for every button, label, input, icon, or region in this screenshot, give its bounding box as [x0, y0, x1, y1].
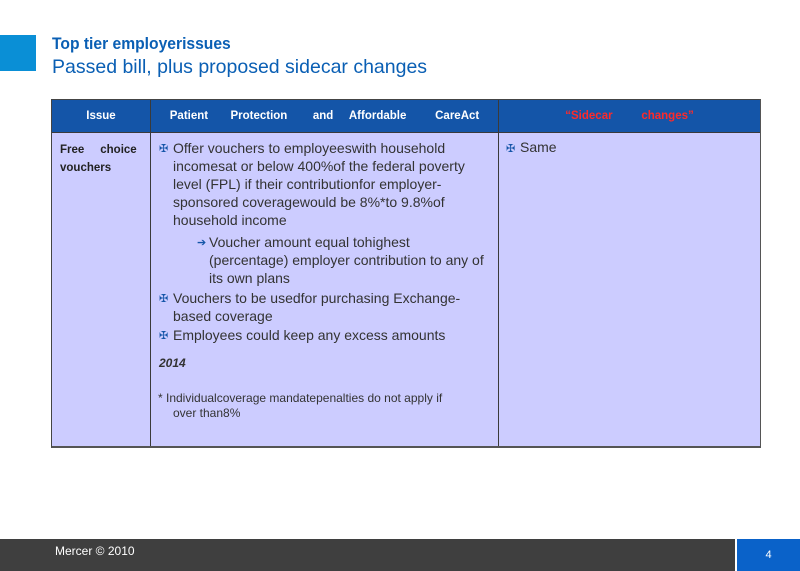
footer-copyright: Mercer © 2010 [55, 544, 135, 558]
column-header-issue: Issue [52, 100, 151, 132]
ppaca-bullet-1: Offer vouchers to employeeswith household incomesat or below 400%of the federal poverty level (FPL) if their contributionfor employer-sponsored coveragewould be 8%*to 9.8%of household income [173, 140, 465, 228]
page-number: 4 [737, 539, 800, 571]
sub-bullet-icon: ➔ [197, 237, 207, 249]
bullet-icon: ✠ [159, 330, 169, 342]
ppaca-sub-bullet: Voucher amount equal tohighest (percentage) employer contribution to any of its own plans [209, 234, 484, 286]
accent-block [0, 35, 36, 71]
issue-cell [52, 132, 151, 446]
footnote-line-2: over than8% [173, 406, 241, 420]
ppaca-cell [151, 132, 499, 446]
footnote-line-1: * Individualcoverage mandatepenalties do not apply if [158, 391, 443, 405]
bullet-icon: ✠ [159, 143, 169, 155]
column-header-sidecar: “Sidecar changes” [499, 100, 760, 132]
ppaca-bullet-3: Employees could keep any excess amounts [173, 327, 446, 343]
sidecar-cell [499, 132, 760, 446]
page-title: Top tier employerissues [52, 34, 231, 53]
footnote [158, 391, 478, 421]
bullet-icon: ✠ [506, 143, 516, 155]
column-header-ppaca: Patient Protection and Affordable CareAct [151, 100, 499, 132]
effective-year: 2014 [159, 356, 186, 370]
bullet-icon: ✠ [159, 293, 169, 305]
sidecar-bullet-1: Same [520, 139, 557, 155]
comparison-table [51, 99, 761, 448]
page-subtitle: Passed bill, plus proposed sidecar changes [52, 56, 428, 78]
issue-text: Free choice vouchers [60, 144, 140, 174]
ppaca-bullet-2: Vouchers to be usedfor purchasing Exchange-based coverage [173, 290, 461, 324]
